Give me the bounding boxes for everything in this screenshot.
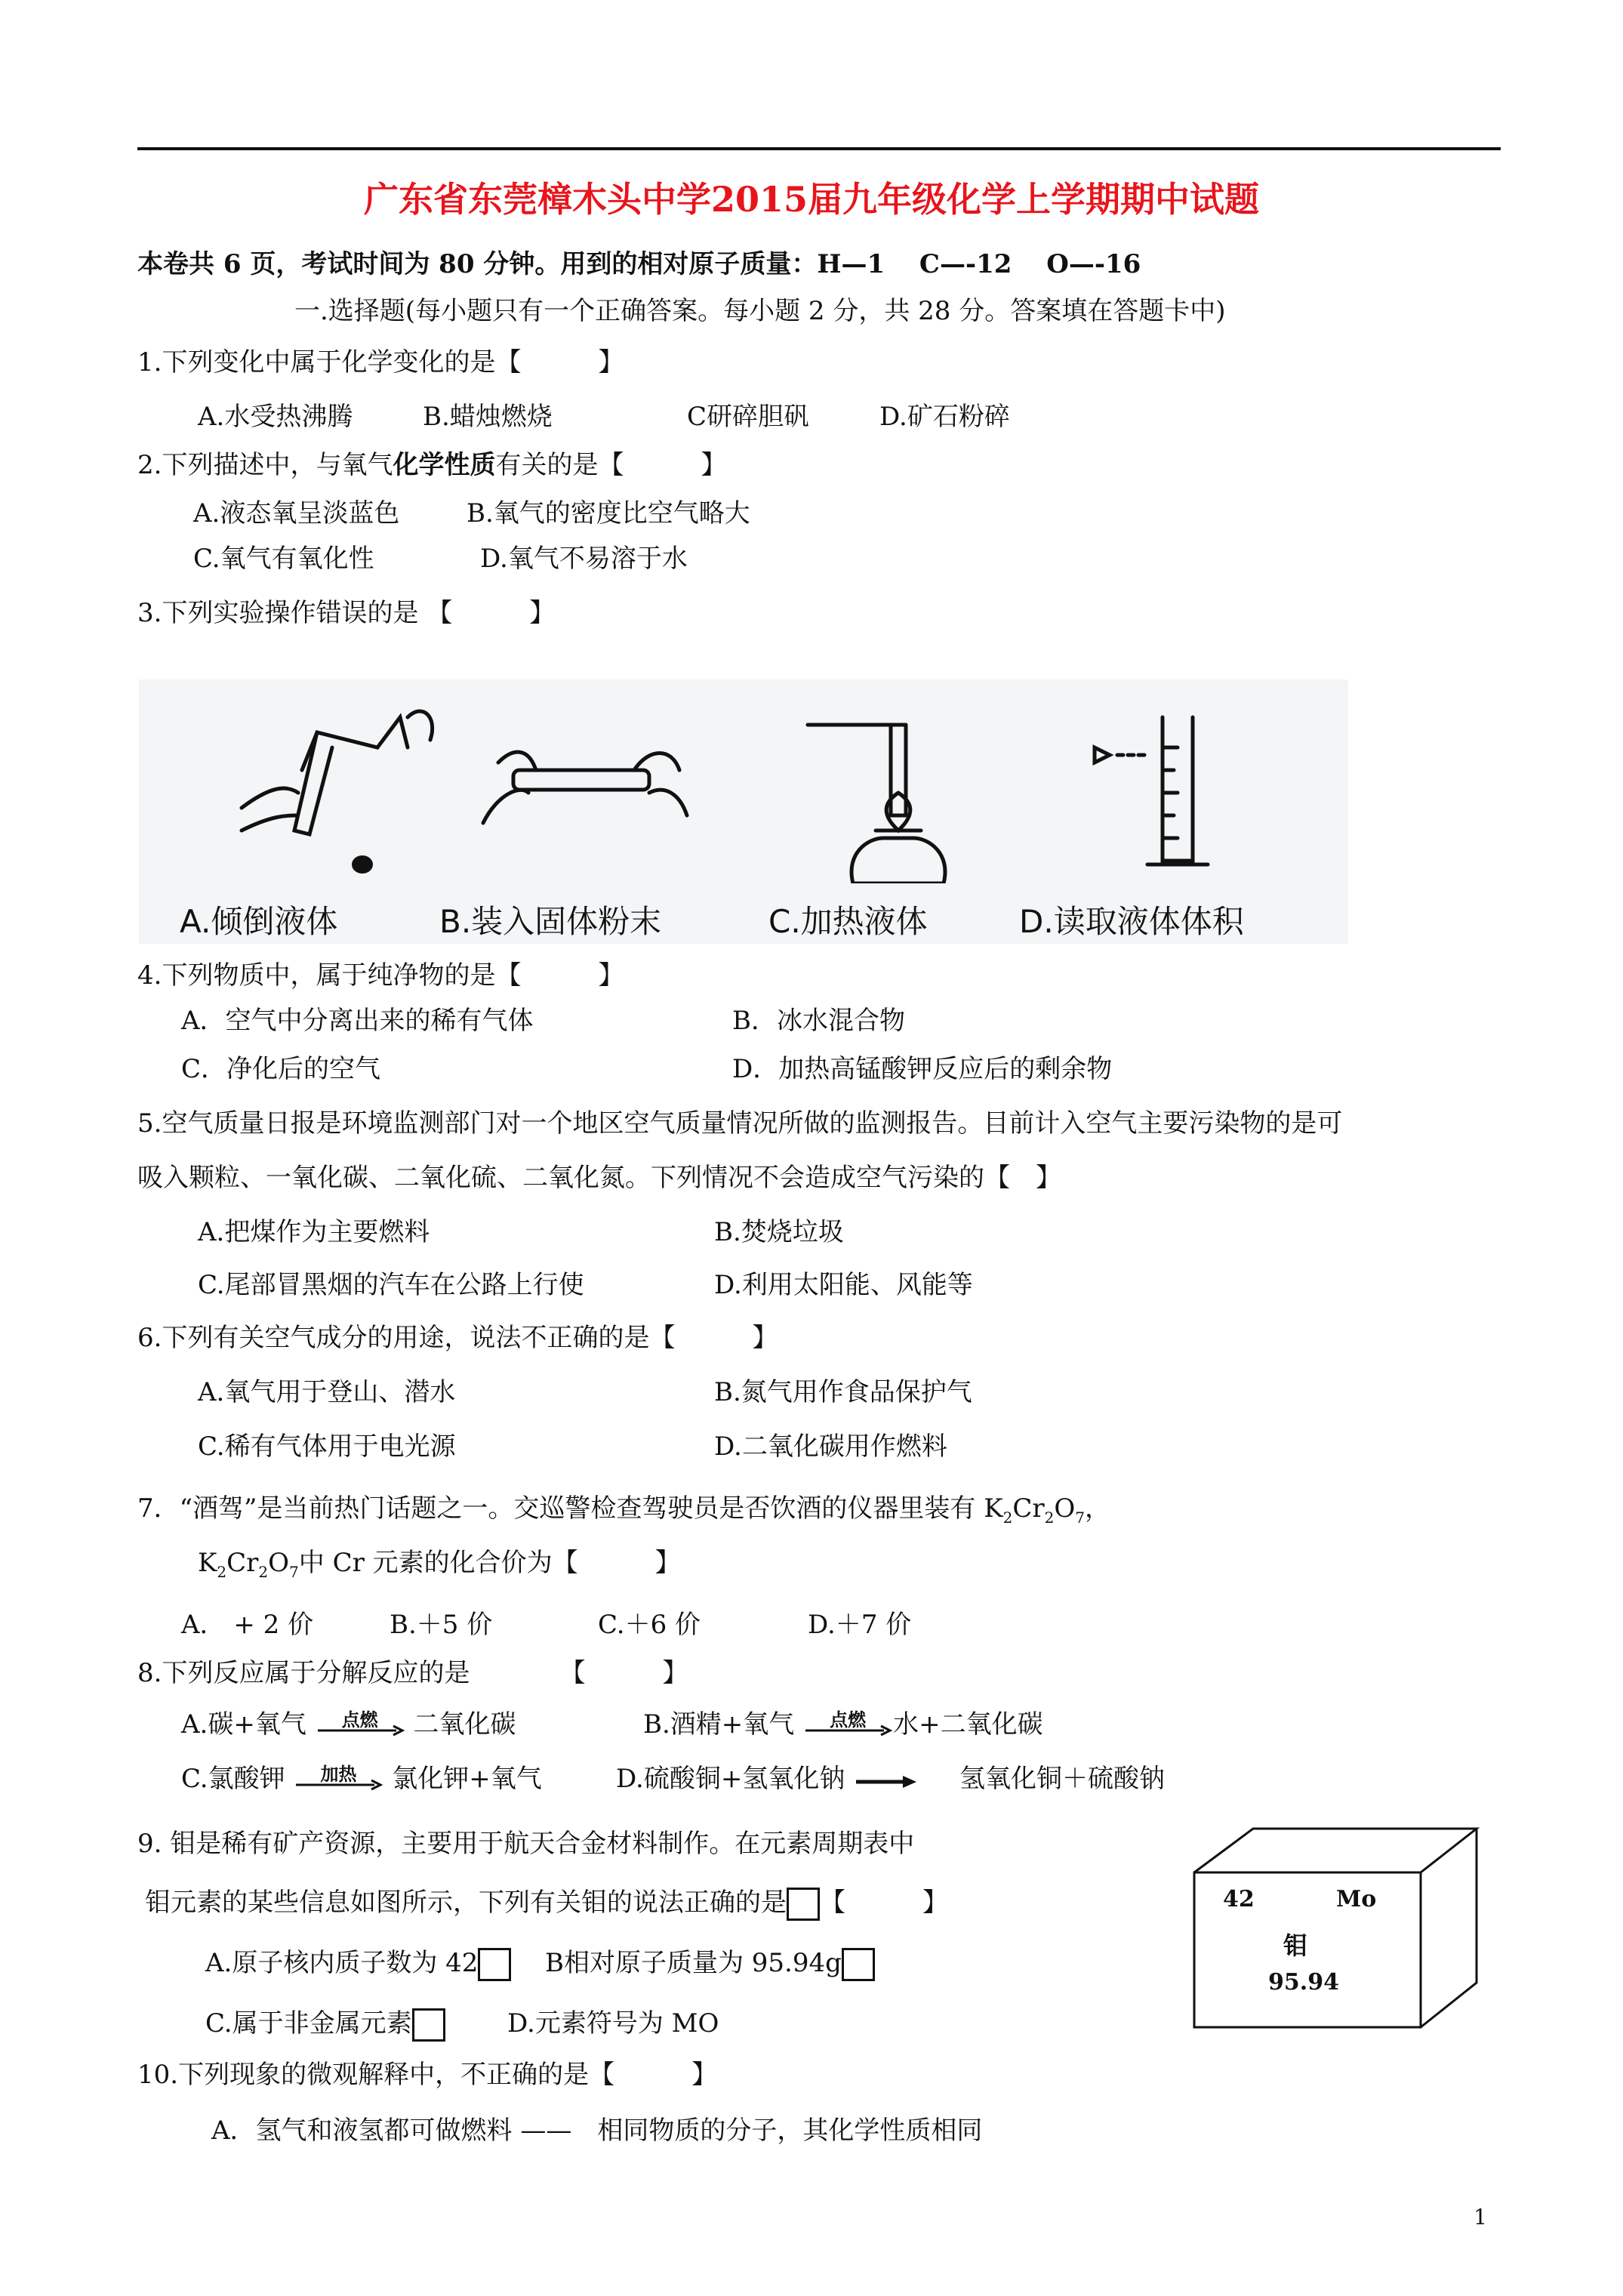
q9-line1: 9. 钼是稀有矿产资源，主要用于航天合金材料制作。在元素周期表中 bbox=[137, 1829, 915, 1859]
q9-option-b[interactable]: B相对原子质量为 95.94g bbox=[545, 1946, 875, 1981]
answer-box[interactable] bbox=[478, 1948, 511, 1981]
q8-option-b[interactable]: B.酒精+氧气 点燃 水+二氧化碳 bbox=[643, 1708, 1043, 1743]
q10-stem: 10.下列现象的微观解释中，不正确的是【 】 bbox=[137, 2060, 718, 2090]
header-rule bbox=[137, 147, 1501, 150]
q2-option-c[interactable]: C.氧气有氧化性 bbox=[193, 544, 374, 574]
heat-arrow-icon: 加热 bbox=[293, 1764, 383, 1797]
q9-option-d[interactable]: D.元素符号为 MO bbox=[507, 2008, 719, 2039]
q5-line2: 吸入颗粒、一氧化碳、二氧化硫、二氧化氮。下列情况不会造成空气污染的【 】 bbox=[137, 1163, 1061, 1193]
q5-option-a[interactable]: A.把煤作为主要燃料 bbox=[198, 1217, 430, 1247]
q9-option-a[interactable]: A.原子核内质子数为 42 bbox=[205, 1946, 511, 1981]
q5-option-b[interactable]: B.焚烧垃圾 bbox=[714, 1217, 844, 1247]
q7-option-a[interactable]: A． + 2 价 bbox=[181, 1610, 314, 1640]
q6-option-a[interactable]: A.氧气用于登山、潜水 bbox=[198, 1377, 456, 1407]
q2-option-d[interactable]: D.氧气不易溶于水 bbox=[480, 544, 688, 574]
q4-option-b[interactable]: B．冰水混合物 bbox=[732, 1006, 905, 1036]
q1-option-d[interactable]: D.矿石粉碎 bbox=[879, 402, 1010, 432]
q1-option-b[interactable]: B.蜡烛燃烧 bbox=[423, 402, 553, 432]
q6-stem: 6.下列有关空气成分的用途，说法不正确的是【 】 bbox=[137, 1323, 778, 1353]
q4-option-c[interactable]: C．净化后的空气 bbox=[181, 1054, 381, 1084]
q1-stem: 1.下列变化中属于化学变化的是【 】 bbox=[137, 347, 624, 378]
element-symbol: Mo bbox=[1336, 1886, 1377, 1912]
q2-stem: 2.下列描述中，与氧气化学性质有关的是【 】 bbox=[137, 450, 727, 480]
q6-option-c[interactable]: C.稀有气体用于电光源 bbox=[198, 1432, 456, 1462]
pouring-liquid-figure bbox=[226, 702, 453, 883]
ignite-arrow-icon: 点燃 bbox=[315, 1709, 405, 1743]
reading-volume-figure bbox=[1034, 702, 1261, 883]
q4-option-d[interactable]: D．加热高锰酸钾反应后的剩余物 bbox=[732, 1054, 1113, 1084]
q4-stem: 4.下列物质中，属于纯净物的是【 】 bbox=[137, 960, 624, 991]
element-card-molybdenum bbox=[1193, 1827, 1480, 2031]
figure-caption-b[interactable]: B.装入固体粉末 bbox=[439, 903, 662, 940]
q7-option-c[interactable]: C.＋6 价 bbox=[598, 1610, 701, 1640]
page-number: 1 bbox=[1474, 2205, 1487, 2230]
figure-caption-a[interactable]: A.倾倒液体 bbox=[180, 903, 338, 940]
powder-loading-figure bbox=[468, 702, 694, 883]
q6-option-b[interactable]: B.氮气用作食品保护气 bbox=[714, 1377, 972, 1407]
q9-option-c[interactable]: C.属于非金属元素 bbox=[205, 2007, 445, 2042]
q5-option-d[interactable]: D.利用太阳能、风能等 bbox=[714, 1270, 973, 1300]
atomic-mass: 95.94 bbox=[1268, 1969, 1339, 1996]
q7-option-b[interactable]: B.＋5 价 bbox=[390, 1610, 493, 1640]
q8-option-a[interactable]: A.碳+氧气 点燃 二氧化碳 bbox=[181, 1708, 516, 1743]
answer-box[interactable] bbox=[412, 2008, 445, 2042]
q10-option-a[interactable]: A．氢气和液氢都可做燃料 —— 相同物质的分子，其化学性质相同 bbox=[211, 2116, 983, 2146]
q1-option-c[interactable]: C研碎胆矾 bbox=[687, 402, 810, 432]
answer-box[interactable] bbox=[842, 1948, 875, 1981]
q7-line2: $K_2Cr_2O_7$中 Cr 元素的化合价为【 】 bbox=[198, 1548, 681, 1581]
q2-option-a[interactable]: A.液态氧呈淡蓝色 bbox=[193, 498, 400, 529]
figure-caption-d[interactable]: D.读取液体体积 bbox=[1019, 903, 1244, 940]
page-title: 广东省东莞樟木头中学2015届九年级化学上学期期中试题 bbox=[363, 179, 1260, 220]
q4-option-a[interactable]: A．空气中分离出来的稀有气体 bbox=[181, 1006, 534, 1036]
q8-option-d[interactable]: D.硫酸铜+氢氧化钠 氢氧化铜＋硫酸钠 bbox=[616, 1762, 1165, 1797]
q2-option-b[interactable]: B.氧气的密度比空气略大 bbox=[467, 498, 750, 529]
ignite-arrow-icon: 点燃 bbox=[802, 1709, 893, 1743]
atomic-number: 42 bbox=[1223, 1886, 1255, 1912]
reaction-arrow-icon bbox=[853, 1764, 921, 1797]
q8-option-c[interactable]: C.氯酸钾 加热 氯化钾+氧气 bbox=[181, 1762, 542, 1797]
q9-line2: 钼元素的某些信息如图所示，下列有关钼的说法正确的是 【 】 bbox=[145, 1886, 948, 1921]
element-name: 钼 bbox=[1283, 1931, 1308, 1960]
q1-option-a[interactable]: A.水受热沸腾 bbox=[198, 402, 353, 432]
answer-box[interactable] bbox=[787, 1888, 820, 1921]
q3-stem: 3.下列实验操作错误的是 【 】 bbox=[137, 598, 556, 628]
q8-stem: 8.下列反应属于分解反应的是 【 】 bbox=[137, 1658, 688, 1688]
exam-intro: 本卷共 6 页，考试时间为 80 分钟。用到的相对原子质量：H—1 C—-12 O—-16 bbox=[137, 249, 1141, 279]
q6-option-d[interactable]: D.二氧化碳用作燃料 bbox=[714, 1432, 947, 1462]
q5-line1: 5.空气质量日报是环境监测部门对一个地区空气质量情况所做的监测报告。目前计入空气主要污染物的是可 bbox=[137, 1108, 1343, 1139]
heating-liquid-figure bbox=[785, 702, 1012, 883]
q7-line1: 7．“酒驾”是当前热门话题之一。交巡警检查驾驶员是否饮酒的仪器里装有 $K_2Cr_2O_7$， bbox=[137, 1493, 1110, 1527]
section-heading: 一.选择题(每小题只有一个正确答案。每小题 2 分，共 28 分。答案填在答题卡中) bbox=[294, 296, 1226, 326]
figure-caption-c[interactable]: C.加热液体 bbox=[768, 903, 928, 940]
q5-option-c[interactable]: C.尾部冒黑烟的汽车在公路上行使 bbox=[198, 1270, 584, 1300]
q7-option-d[interactable]: D.＋7 价 bbox=[808, 1610, 912, 1640]
